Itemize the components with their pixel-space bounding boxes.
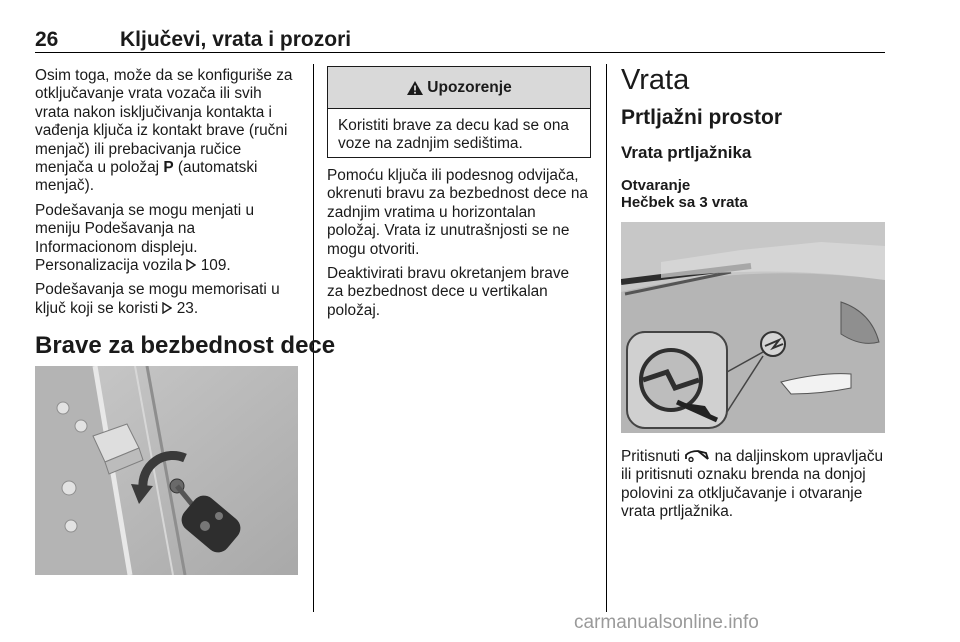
triangle-arrow-icon: [162, 302, 172, 314]
child-lock-illustration: [35, 366, 298, 575]
car-tailgate-icon: [684, 449, 710, 462]
heading-tailgate: Vrata prtljažnika: [621, 143, 752, 162]
paragraph-settings: Osim toga, može da se konfiguriše za otključavanje vrata vozača ili svih vrata nakon isključivanja kontakta i vađenja ključa iz kontakt brave (ručni menjač) ili prebacivanja ručice menjača u položaj P (automatski menjač).: [35, 67, 293, 195]
heading-hatchback: Hečbek sa 3 vrata: [621, 194, 748, 211]
paragraph-activate: Pomoću ključa ili podesnog odvijača, okrenuti bravu za bezbednost dece na zadnjim vratima u horizontalan položaj. Vrata iz unutrašnjosti se ne mogu otvoriti.: [327, 167, 588, 258]
heading-doors: Vrata: [621, 64, 690, 96]
header-rule: [35, 52, 885, 53]
paragraph-menu: Podešavanja se mogu menjati u meniju Podešavanja na Informacionom displeju. Personalizacija vozila 109.: [35, 201, 255, 275]
page-header: [35, 28, 885, 52]
warning-box: [327, 66, 591, 158]
chapter-title: Ključevi, vrata i prozori: [120, 28, 352, 51]
paragraph-deactivate: Deaktivirati bravu okretanjem brave za bezbednost dece u vertikalan položaj.: [327, 265, 570, 319]
column-divider-2: [606, 64, 607, 612]
paragraph-memorize: Podešavanja se mogu memorisati u ključ koji se koristi 23.: [35, 281, 280, 317]
warning-header: [328, 67, 590, 109]
tailgate-illustration: [621, 222, 885, 433]
heading-opening: Otvaranje: [621, 177, 691, 194]
right-column-text: [621, 448, 887, 528]
page-number: 26: [35, 28, 59, 51]
paragraph-open-tailgate: Pritisnuti na daljinskom upravljaču ili pritisnuti oznaku brenda na donjoj polovini za otključavanje i otvaranje vrata prtljažnika.: [621, 448, 884, 521]
heading-cargo: Prtljažni prostor: [621, 106, 783, 129]
warning-text: Koristiti brave za decu kad se ona voze na zadnjim sedištima.: [338, 117, 569, 153]
middle-column: [327, 167, 589, 326]
triangle-arrow-icon: [186, 259, 196, 271]
left-column: [35, 67, 300, 324]
watermark: carmanualsonline.info: [574, 612, 759, 633]
section-heading-child-locks: Brave za bezbednost dece: [35, 332, 336, 359]
warning-triangle-icon: [406, 80, 424, 96]
warning-title: Upozorenje: [427, 78, 512, 96]
